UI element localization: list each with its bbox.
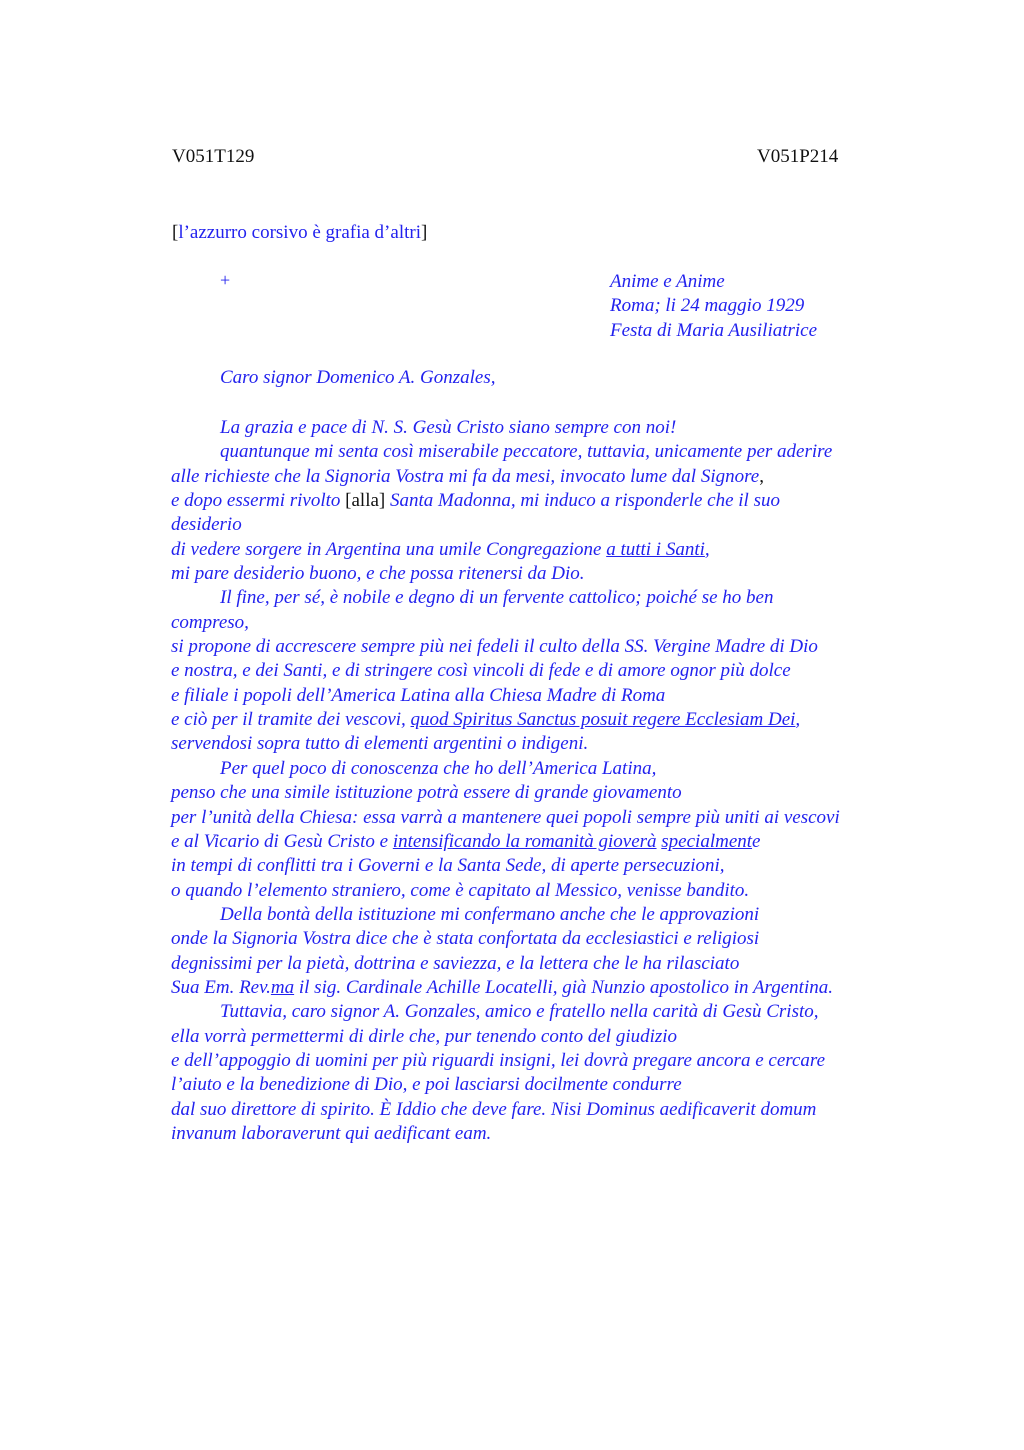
body-text: e al Vicario di Gesù Cristo e bbox=[171, 830, 393, 852]
body-line: penso che una simile istituzione potrà essere di grande giovamento bbox=[171, 782, 682, 804]
body-line bbox=[171, 708, 931, 732]
body-text: , bbox=[795, 709, 801, 731]
body-line: in tempi di conflitti tra i Governi e la Santa Sede, di aperte persecuzioni, bbox=[171, 855, 725, 877]
cross-sign: + bbox=[220, 270, 231, 290]
underlined-text: quod Spiritus Sanctus posuit regere Ecclesiam Dei bbox=[410, 709, 796, 731]
salutation: Caro signor Domenico A. Gonzales, bbox=[220, 367, 496, 388]
place-line-2: Roma; li 24 maggio 1929 bbox=[610, 295, 805, 317]
place-date-block bbox=[610, 270, 817, 343]
body-line: desiderio bbox=[171, 514, 242, 536]
body-text: Sua Em. Rev. bbox=[171, 976, 271, 998]
note-open-bracket: [ bbox=[172, 222, 179, 243]
body-line: Per quel poco di conoscenza che ho dell’America Latina, bbox=[220, 757, 657, 779]
underlined-text: ma bbox=[270, 976, 295, 998]
body-text: e dopo essermi rivolto bbox=[171, 490, 346, 512]
body-line bbox=[171, 830, 931, 854]
body-line: degnissimi per la pietà, dottrina e saviezza, e la lettera che le ha rilasciato bbox=[171, 952, 740, 974]
body-text: e ciò per il tramite dei vescovi, bbox=[171, 709, 411, 731]
body-text: Santa Madonna, mi induco a risponderle che il suo bbox=[385, 490, 780, 512]
body-line: l’aiuto e la benedizione di Dio, e poi lasciarsi docilmente condurre bbox=[171, 1074, 682, 1096]
place-line-1: Anime e Anime bbox=[610, 271, 725, 292]
body-line: servendosi sopra tutto di elementi argentini o indigeni. bbox=[171, 733, 589, 755]
place-line-3: Festa di Maria Ausiliatrice bbox=[610, 319, 818, 341]
underlined-text: a tutti i Santi bbox=[606, 538, 705, 560]
body-text: , bbox=[704, 538, 710, 560]
body-line: quantunque mi senta così miserabile peccatore, tuttavia, unicamente per aderire bbox=[220, 441, 833, 463]
body-line bbox=[171, 976, 931, 1000]
body-line: o quando l’elemento straniero, come è capitato al Messico, venisse bandito. bbox=[171, 879, 750, 901]
body-text: alle richieste che la Signoria Vostra mi fa da mesi, invocato lume dal Signore bbox=[171, 465, 760, 487]
body-text: e bbox=[752, 830, 761, 852]
body-line: invanum laboraverunt qui aedificant eam. bbox=[171, 1122, 492, 1144]
body-line: e dell’appoggio di uomini per più riguardi insigni, lei dovrà pregare ancora e cercare bbox=[171, 1049, 825, 1071]
body-line: compreso, bbox=[171, 611, 249, 633]
body-line: per l’unità della Chiesa: essa varrà a mantenere quei popoli sempre più uniti ai vescovi bbox=[171, 806, 840, 828]
body-line: si propone di accrescere sempre più nei fedeli il culto della SS. Vergine Madre di Dio bbox=[171, 636, 818, 658]
body-text: di vedere sorgere in Argentina una umile Congregazione bbox=[171, 538, 607, 560]
note-text: l’azzurro corsivo è grafia d’altri bbox=[178, 222, 421, 243]
body-line: e filiale i popoli dell’America Latina alla Chiesa Madre di Roma bbox=[171, 684, 666, 706]
body-line: e nostra, e dei Santi, e di stringere così vincoli di fede e di amore ognor più dolce bbox=[171, 660, 791, 682]
body-line: onde la Signoria Vostra dice che è stata confortata da ecclesiastici e religiosi bbox=[171, 928, 760, 950]
body-line: ella vorrà permettermi di dirle che, pur tenendo conto del giudizio bbox=[171, 1025, 678, 1047]
underlined-text: intensificando la romanità gioverà bbox=[392, 830, 657, 852]
body-line: mi pare desiderio buono, e che possa ritenersi da Dio. bbox=[171, 563, 585, 585]
note-close-bracket: ] bbox=[420, 222, 428, 243]
body-line: dal suo direttore di spirito. È Iddio che deve fare. Nisi Dominus aedificaverit domum bbox=[171, 1098, 817, 1120]
body-text: il sig. Cardinale Achille Locatelli, già Nunzio apostolico in Argentina. bbox=[294, 976, 833, 998]
body-line bbox=[171, 538, 931, 562]
body-line: Della bontà della istituzione mi confermano anche che le approvazioni bbox=[220, 903, 760, 925]
body-line: Tuttavia, caro signor A. Gonzales, amico e fratello nella carità di Gesù Cristo, bbox=[220, 1001, 819, 1023]
editorial-insertion: [alla] bbox=[345, 490, 386, 512]
underlined-text: specialment bbox=[661, 830, 753, 852]
body-line: La grazia e pace di N. S. Gesù Cristo siano sempre con noi! bbox=[220, 417, 677, 438]
body-line: Il fine, per sé, è nobile e degno di un fervente cattolico; poiché se ho ben bbox=[220, 587, 774, 609]
document-code-left: V051T129 bbox=[172, 146, 255, 167]
body-line bbox=[171, 465, 931, 489]
body-text: , bbox=[759, 465, 764, 487]
editorial-note bbox=[172, 222, 427, 244]
document-code-right: V051P214 bbox=[757, 146, 839, 167]
body-line bbox=[171, 489, 931, 513]
letter-body bbox=[171, 416, 931, 1146]
